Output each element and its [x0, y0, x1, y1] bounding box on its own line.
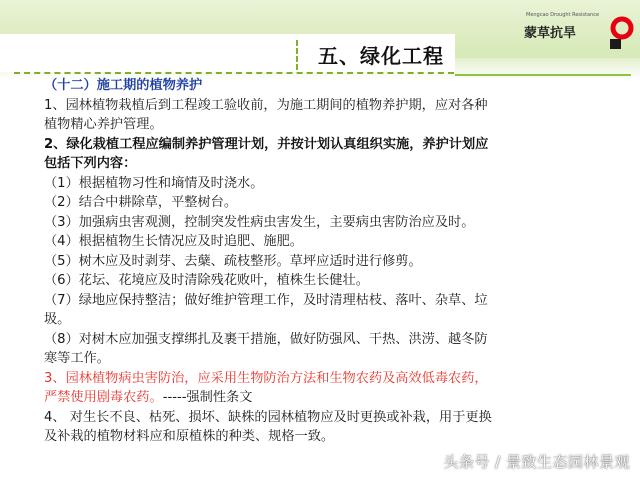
text-line: 寒等工作。 — [44, 351, 110, 366]
logo-ring-icon — [610, 12, 634, 52]
title-divider-vertical — [296, 40, 298, 70]
text-line: 植物精心养护管理。 — [44, 117, 163, 132]
section-heading: （十二）施工期的植物养护 — [44, 78, 203, 93]
text-line: 4、 对生长不良、枯死、损坏、缺株的园林植物应及时更换或补栽，用于更换 — [44, 409, 492, 425]
text-line: （5）树木应及时剥芽、去蘖、疏枝整形。草坪应适时进行修剪。 — [44, 253, 422, 269]
text-red-fragment: 严禁使用剧毒农药。 — [44, 390, 163, 405]
slide-title: 五、绿化工程 — [318, 44, 444, 68]
logo-chinese-text: 蒙草抗旱 — [524, 26, 577, 41]
text-line-bold: 2、绿化栽植工程应编制养护管理计划，并按计划认真组织实施，养护计划应 — [44, 136, 489, 152]
text-line-mixed — [44, 388, 604, 408]
content-body — [44, 76, 604, 447]
text-line: （7）绿地应保持整洁；做好维护管理工作，及时清理枯枝、落叶、杂草、垃 — [44, 292, 488, 308]
text-line-red: 3、园林植物病虫害防治，应采用生物防治方法和生物农药及高效低毒农药， — [44, 370, 488, 386]
text-line: 及补栽的植物材料应和原植株的种类、规格一致。 — [44, 429, 335, 444]
mandatory-clause-label: -----强制性条文 — [162, 390, 253, 405]
text-line: （3）加强病虫害观测，控制突发性病虫害发生，主要病虫害防治应及时。 — [44, 214, 475, 230]
title-underline-dashed — [14, 72, 454, 74]
text-line: 圾。 — [44, 312, 71, 327]
text-line: 1、园林植物栽植后到工程竣工验收前，为施工期间的植物养护期，应对各种 — [44, 97, 488, 113]
text-line: （2）结合中耕除草，平整树台。 — [44, 195, 238, 210]
logo-english-text: Mengcao Drought Resistance — [526, 12, 600, 18]
text-line-bold: 包括下列内容： — [44, 156, 137, 171]
text-line: （1）根据植物习性和墒情及时浇水。 — [44, 175, 264, 191]
text-line: （8）对树木应加强支撑绑扎及裹干措施，做好防强风、干热、洪涝、越冬防 — [44, 331, 488, 347]
text-line: （4）根据植物生长情况应及时追肥、施肥。 — [44, 234, 303, 249]
text-line: （6）花坛、花境应及时清除残花败叶，植株生长健壮。 — [44, 273, 369, 288]
brand-logo — [516, 8, 636, 58]
watermark: 头条号 / 景致生态园林景观 — [443, 453, 630, 471]
